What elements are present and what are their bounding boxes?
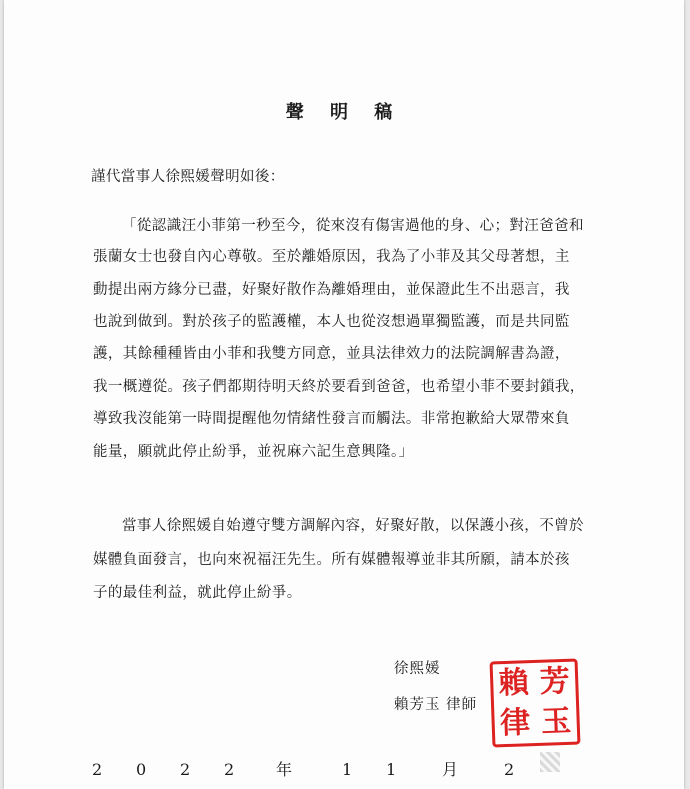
date-char: 0 [136,760,147,779]
quote-line: 「從認識汪小菲第一秒至今，從來沒有傷害過他的身、心；對汪爸爸和 [122,218,584,234]
date-char: 1 [386,760,397,779]
quote-line: 能量，願就此停止紛爭，並祝麻六記生意興隆。」 [93,444,414,460]
seal-char: 賴 [498,665,530,702]
intro-line: 謹代當事人徐熙媛聲明如後： [91,169,285,185]
document-title: 聲 明 稿 [285,102,403,123]
date-char: 月 [442,760,459,779]
paragraph-line: 當事人徐熙媛自始遵守雙方調解內容，好聚好散，以保護小孩，不曾於 [122,518,584,534]
document-page [4,0,684,789]
paragraph-line: 子的最佳利益，就此停止紛爭。 [93,585,302,601]
quote-line: 我一概遵從。孩子們都期待明天終於要看到爸爸，也希望小菲不要封鎖我， [93,379,585,395]
date-char: 2 [504,760,515,779]
seal-char: 玉 [540,703,572,740]
date-char: 1 [342,760,353,779]
quote-line: 也說到做到。對於孩子的監護權，本人也從沒想過單獨監護，而是共同監 [93,314,570,330]
date-char: 年 [276,760,293,779]
date-char: 2 [180,760,191,779]
signatory-name: 徐熙媛 [394,661,441,677]
quote-line: 動提出兩方緣分已盡，好聚好散作為離婚理由，並保證此生不出惡言，我 [93,282,570,298]
quote-line: 護，其餘種種皆由小菲和我雙方同意，並具法律效力的法院調解書為證， [93,346,570,362]
date-char: 2 [224,760,235,779]
date-char: 2 [92,760,103,779]
seal-char: 芳 [539,663,571,700]
watermark-mark [540,752,560,772]
lawyer-name: 賴芳玉 律師 [394,697,478,713]
lawyer-seal [490,658,581,747]
quote-line: 導致我沒能第一時間提醒他勿情緒性發言而觸法。非常抱歉給大眾帶來負 [93,411,570,427]
document-date [92,757,524,780]
quote-line: 張蘭女士也發自內心尊敬。至於離婚原因，我為了小菲及其父母著想，主 [93,249,570,265]
seal-char: 律 [499,705,531,742]
paragraph-line: 媒體負面發言，也向來祝福汪先生。所有媒體報導並非其所願，請本於孩 [93,552,570,568]
